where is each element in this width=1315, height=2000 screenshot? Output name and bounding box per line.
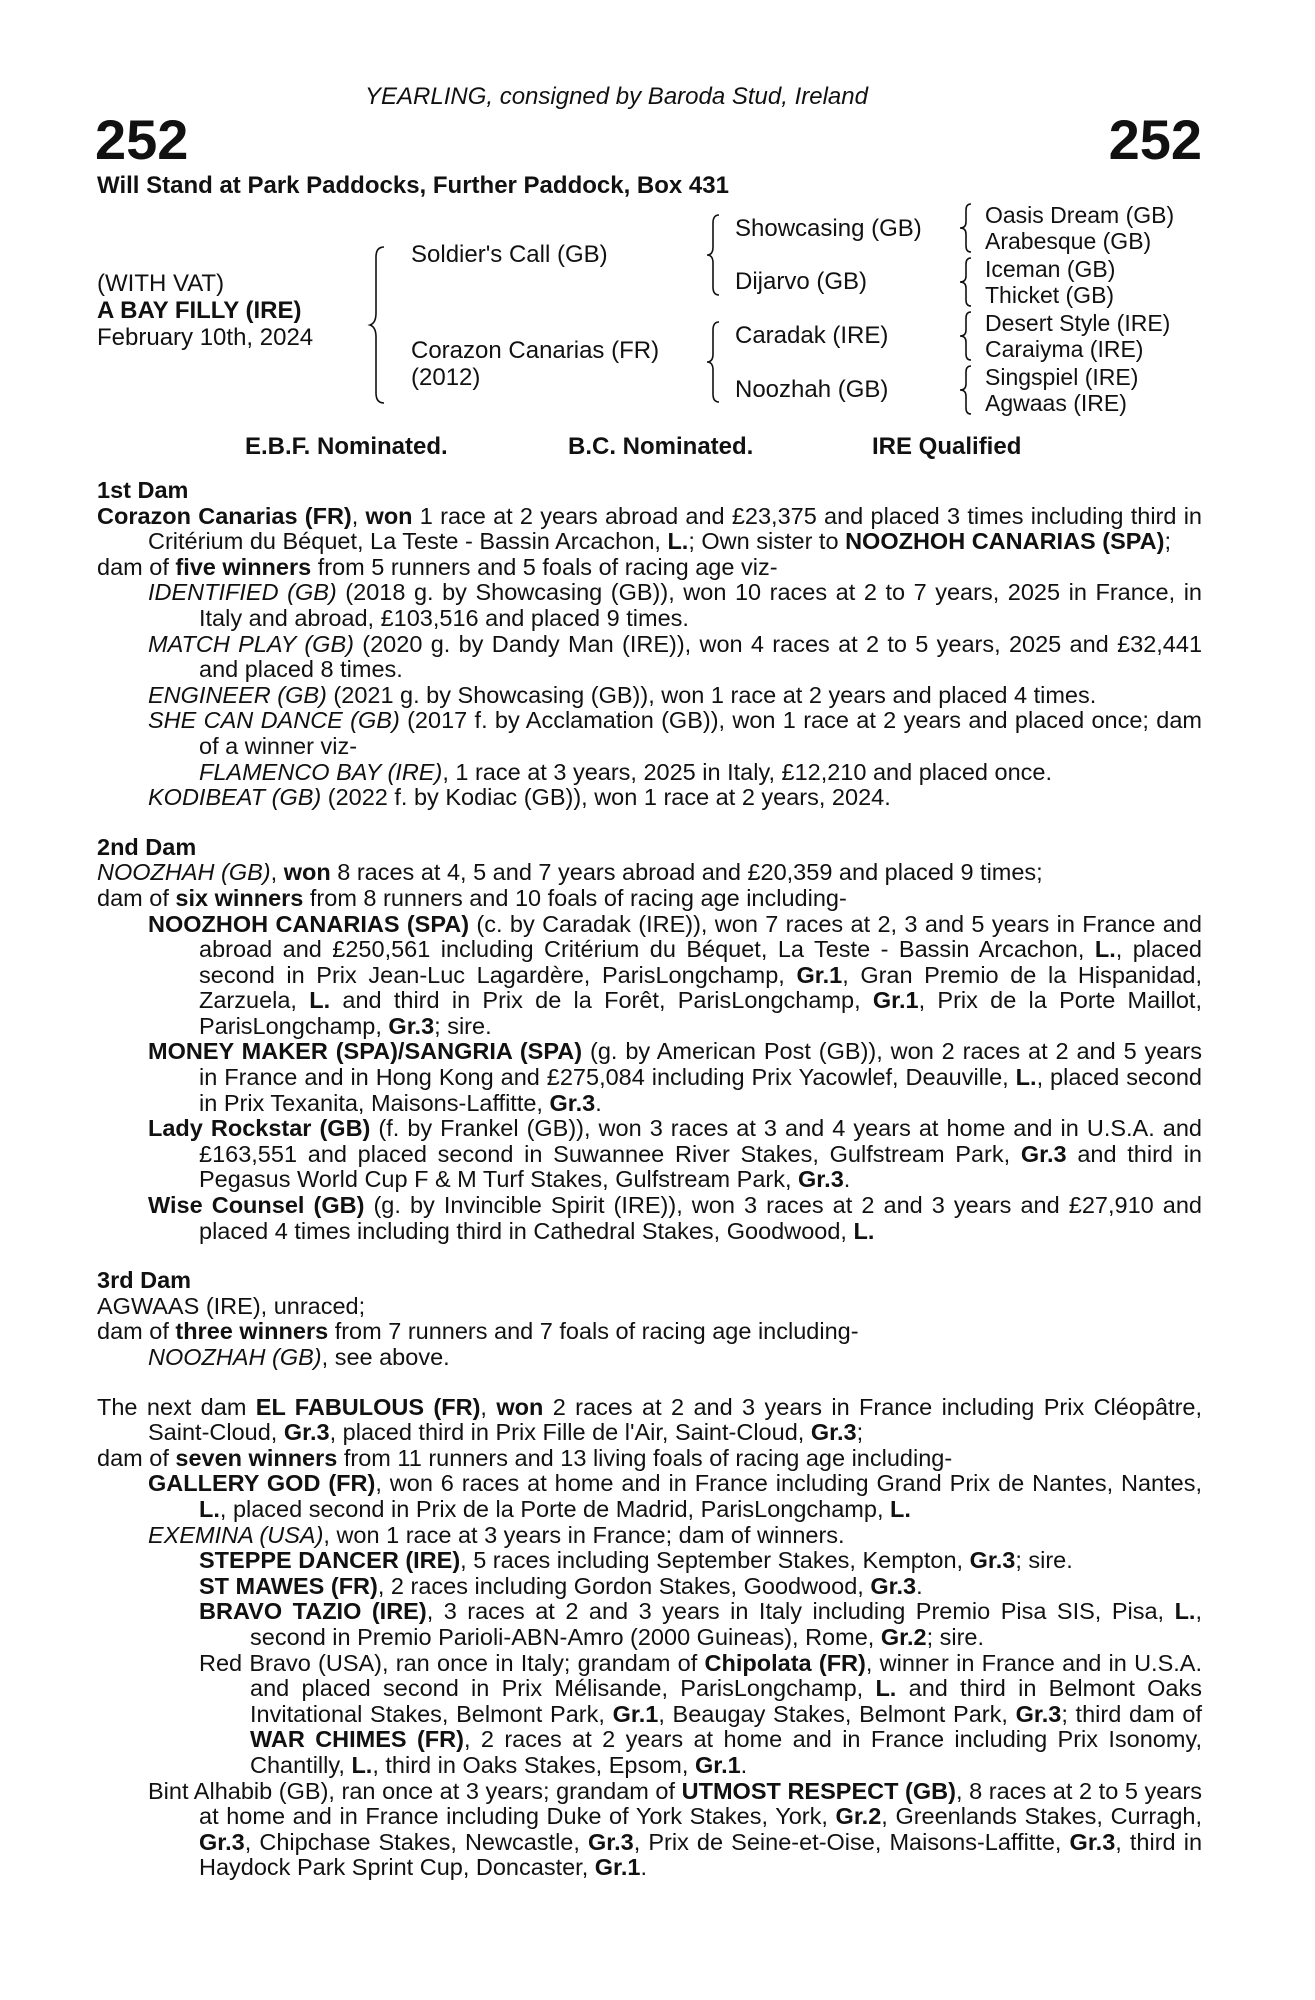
pedigree-dam-dam: Noozhah (GB) bbox=[735, 376, 889, 403]
pedigree-brace-g4 bbox=[958, 364, 976, 416]
list-item: GALLERY GOD (FR), won 6 races at home and in France including Grand Prix de Nantes, Nantes, L., placed second in Prix de la Porte de Madrid, ParisLongchamp, L. bbox=[148, 1470, 1203, 1522]
bc-nominated: B.C. Nominated. bbox=[568, 433, 754, 460]
horse-dob: February 10th, 2024 bbox=[97, 324, 314, 351]
first-dam-heading: 1st Dam bbox=[97, 477, 189, 503]
list-item: KODIBEAT (GB) (2022 f. by Kodiac (GB)), won 1 race at 2 years, 2024. bbox=[148, 784, 891, 811]
pedigree-g2: Arabesque (GB) bbox=[985, 228, 1152, 254]
vat-label: (WITH VAT) bbox=[97, 270, 225, 297]
pedigree-g8: Agwaas (IRE) bbox=[985, 390, 1127, 416]
list-item: FLAMENCO BAY (IRE), 1 race at 3 years, 2025 in Italy, £12,210 and placed once. bbox=[199, 758, 1052, 785]
consignment-line: YEARLING, consigned by Baroda Stud, Ireland bbox=[365, 83, 868, 110]
second-dam-heading: 2nd Dam bbox=[97, 833, 197, 860]
list-item: NOOZHAH (GB), see above. bbox=[148, 1344, 450, 1370]
list-item: ENGINEER (GB) (2021 g. by Showcasing (GB)), won 1 race at 2 years and placed 4 times. bbox=[148, 681, 1097, 708]
second-dam-entry: NOOZHAH (GB), won 8 races at 4, 5 and 7 years abroad and £20,359 and placed 9 times; bbox=[97, 859, 1043, 886]
third-dam-produce: dam of three winners from 7 runners and 7 foals of racing age including- bbox=[97, 1318, 859, 1345]
stand-location: Will Stand at Park Paddocks, Further Paddock, Box 431 bbox=[97, 172, 729, 199]
list-item: MATCH PLAY (GB) (2020 g. by Dandy Man (IRE)), won 4 races at 2 to 5 years, 2025 and £32,441 and placed 8 times. bbox=[148, 630, 1203, 683]
pedigree-sire: Soldier's Call (GB) bbox=[411, 241, 608, 268]
pedigree-brace-g3 bbox=[958, 310, 976, 362]
list-item: IDENTIFIED (GB) (2018 g. by Showcasing (GB)), won 10 races at 2 to 7 years, 2025 in France, in Italy and abroad, £103,516 and placed 9 times. bbox=[148, 579, 1202, 631]
list-item: Lady Rockstar (GB) (f. by Frankel (GB)), won 3 races at 3 and 4 years at home and in U.S.A. and £163,551 and placed second in Suwannee River Stakes, Gulfstream Park, Gr.3 and third in Pegasus World Cup F & M Turf Stakes, Gulfstream Park, Gr.3. bbox=[148, 1115, 1202, 1193]
pedigree-dam-sire: Caradak (IRE) bbox=[735, 322, 889, 349]
list-item: MONEY MAKER (SPA)/SANGRIA (SPA) (g. by American Post (GB)), won 2 races at 2 and 5 years in France and in Hong Kong and £275,084 including Prix Yacowlef, Deauville, L., placed second in Prix Texanita, Maisons-Laffitte, Gr.3. bbox=[148, 1038, 1203, 1116]
list-item: ST MAWES (FR), 2 races including Gordon Stakes, Goodwood, Gr.3. bbox=[199, 1572, 923, 1599]
list-item: SHE CAN DANCE (GB) (2017 f. by Acclamation (GB)), won 1 race at 2 years and placed once; dam of a winner viz- bbox=[148, 707, 1202, 759]
fourth-dam-produce: dam of seven winners from 11 runners and 13 living foals of racing age including- bbox=[97, 1444, 953, 1471]
list-item: Wise Counsel (GB) (g. by Invincible Spirit (IRE)), won 3 races at 2 and 3 years and £27,910 and placed 4 times including third in Cathedral Stakes, Goodwood, L. bbox=[148, 1192, 1202, 1244]
list-item: EXEMINA (USA), won 1 race at 3 years in France; dam of winners. bbox=[148, 1521, 845, 1548]
ebf-nominated: E.B.F. Nominated. bbox=[245, 433, 448, 460]
list-item: STEPPE DANCER (IRE), 5 races including September Stakes, Kempton, Gr.3; sire. bbox=[199, 1547, 1073, 1574]
first-dam-entry: Corazon Canarias (FR), won 1 race at 2 years abroad and £23,375 and placed 3 times including third in Critérium du Béquet, La Teste - Bassin Arcachon, L.; Own sister to NOOZHOH CANARIAS (SPA); bbox=[97, 502, 1202, 555]
catalogue-body bbox=[97, 478, 1202, 1881]
pedigree-brace-g2 bbox=[958, 256, 976, 308]
list-item: BRAVO TAZIO (IRE), 3 races at 2 and 3 years in Italy including Premio Pisa SIS, Pisa, L., second in Premio Parioli-ABN-Amro (2000 Guineas), Rome, Gr.2; sire. bbox=[199, 1598, 1202, 1650]
second-dam-produce: dam of six winners from 8 runners and 10 foals of racing age including- bbox=[97, 884, 847, 911]
pedigree-g1: Oasis Dream (GB) bbox=[985, 202, 1175, 228]
third-dam-heading: 3rd Dam bbox=[97, 1267, 192, 1294]
fourth-dam-entry: The next dam EL FABULOUS (FR), won 2 races at 2 and 3 years in France including Prix Cléopâtre, Saint-Cloud, Gr.3, placed third in Prix Fille de l'Air, Saint-Cloud, Gr.3; bbox=[97, 1393, 1202, 1446]
pedigree-g4: Thicket (GB) bbox=[985, 282, 1115, 308]
pedigree-sire-dam: Dijarvo (GB) bbox=[735, 268, 868, 295]
pedigree-g6: Caraiyma (IRE) bbox=[985, 336, 1144, 362]
lot-number-right: 252 bbox=[1108, 108, 1202, 171]
pedigree-g5: Desert Style (IRE) bbox=[985, 310, 1171, 336]
pedigree-dam-year: (2012) bbox=[411, 364, 481, 391]
list-item: Bint Alhabib (GB), ran once at 3 years; grandam of UTMOST RESPECT (GB), 8 races at 2 to 5 years at home and in France including Duke of York Stakes, York, Gr.2, Greenlands Stakes, Curragh, Gr.3, Chipchase Stakes, Newcastle, Gr.3, Prix de Seine-et-Oise, Maisons-Laffitte, Gr.3, third in Haydock Park Sprint Cup, Doncaster, Gr.1. bbox=[148, 1777, 1203, 1881]
lot-number-left: 252 bbox=[95, 108, 189, 171]
list-item: NOOZHOH CANARIAS (SPA) (c. by Caradak (IRE)), won 7 races at 2, 3 and 5 years in France and abroad and £250,561 including Critérium du Béquet, La Teste - Bassin Arcachon, L., placed second in Prix Jean-Luc Lagardère, ParisLongchamp, Gr.1, Gran Premio de la Hispanidad, Zarzuela, L. and third in Prix de la Forêt, ParisLongchamp, Gr.1, Prix de la Porte Maillot, ParisLongchamp, Gr.3; sire. bbox=[148, 910, 1203, 1039]
pedigree-brace-main bbox=[368, 245, 392, 405]
pedigree-brace-dam bbox=[705, 320, 725, 404]
first-dam-produce: dam of five winners from 5 runners and 5 foals of racing age viz- bbox=[97, 553, 778, 580]
ire-qualified: IRE Qualified bbox=[872, 433, 1022, 460]
pedigree-sire-sire: Showcasing (GB) bbox=[735, 215, 922, 242]
list-item: Red Bravo (USA), ran once in Italy; grandam of Chipolata (FR), winner in France and in U.S.A. and placed second in Prix Mélisande, ParisLongchamp, L. and third in Belmont Oaks Invitational Stakes, Belmont Park, Gr.1, Beaugay Stakes, Belmont Park, Gr.3; third dam of WAR CHIMES (FR), 2 races at 2 years at home and in France including Prix Isonomy, Chantilly, L., third in Oaks Stakes, Epsom, Gr.1. bbox=[199, 1649, 1202, 1778]
third-dam-entry: AGWAAS (IRE), unraced; bbox=[97, 1292, 366, 1319]
pedigree-g3: Iceman (GB) bbox=[985, 256, 1116, 282]
pedigree-brace-g1 bbox=[958, 202, 976, 254]
pedigree-brace-sire bbox=[705, 213, 725, 297]
horse-name: A BAY FILLY (IRE) bbox=[97, 297, 302, 324]
pedigree-g7: Singspiel (IRE) bbox=[985, 364, 1139, 390]
pedigree-dam: Corazon Canarias (FR) bbox=[411, 337, 660, 364]
